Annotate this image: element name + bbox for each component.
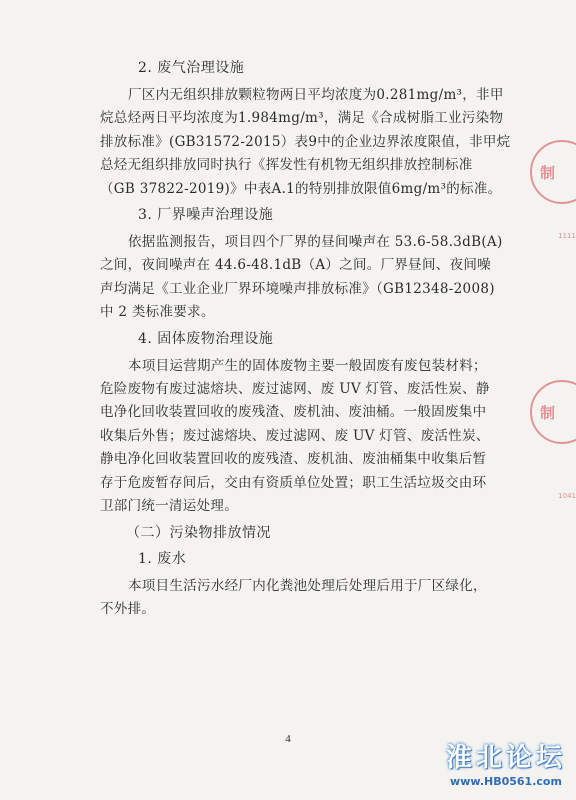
text-line: 依据监测报告，项目四个厂界的昼间噪声在 53.6-58.3dB(A) xyxy=(128,234,503,251)
watermark-url: www.HB0561.com xyxy=(450,775,562,788)
seal-text: 制 xyxy=(540,404,556,422)
section-heading-pollutant-discharge: （二）污染物排放情况 xyxy=(126,524,271,541)
text-line: 危险废物有废过滤熔块、废过滤网、废 UV 灯管、废活性炭、静 xyxy=(100,381,490,398)
text-line: 不外排。 xyxy=(100,600,156,617)
text-line: 排放标准》(GB31572-2015）表9中的企业边界浓度限值，非甲烷 xyxy=(100,133,511,150)
seal-mark: 1041 xyxy=(558,492,576,500)
seal-text: 制 xyxy=(540,164,556,182)
text-line: 收集后外售；废过滤熔块、废过滤网、废 UV 灯管、废活性炭、 xyxy=(100,427,490,444)
seal-mark: 1111 xyxy=(558,232,576,240)
text-line: 烷总烃两日平均浓度为1.984mg/m³，满足《合成树脂工业污染物 xyxy=(100,110,504,127)
section-heading-wastewater: 1. 废水 xyxy=(138,550,187,567)
section-heading-noise: 3. 厂界噪声治理设施 xyxy=(138,207,274,224)
forum-watermark xyxy=(442,742,570,794)
section-heading-exhaust-gas: 2. 废气治理设施 xyxy=(138,60,245,76)
paragraph-solid-waste xyxy=(100,355,540,519)
paragraph-noise xyxy=(100,231,540,325)
text-line: 存于危废暂存间后，交由有资质单位处置；职工生活垃圾交由环 xyxy=(100,474,487,491)
text-line: 本项目生活污水经厂内化粪池处理后处理后用于厂区绿化， xyxy=(128,577,487,594)
text-line: （GB 37822-2019)》中表A.1的特别排放限值6mg/m³的标准。 xyxy=(100,180,502,197)
document-body xyxy=(100,58,540,625)
paragraph-wastewater xyxy=(100,575,540,622)
text-line: 中 2 类标准要求。 xyxy=(100,304,215,321)
section-heading-solid-waste: 4. 固体废物治理设施 xyxy=(138,330,274,347)
text-line: 声均满足《工业企业厂界环境噪声排放标准》（GB12348-2008) xyxy=(100,280,495,297)
text-line: 厂区内无组织排放颗粒物两日平均浓度为0.281mg/m³，非甲 xyxy=(128,87,504,103)
text-line: 本项目运营期产生的固体废物主要一般固废有废包装材料； xyxy=(128,357,487,374)
text-line: 电净化回收装置回收的废残渣、废机油、废油桶。一般固废集中 xyxy=(100,404,487,421)
watermark-title: 淮北论坛 xyxy=(445,743,566,773)
page-number: 4 xyxy=(285,733,291,745)
text-line: 之间，夜间噪声在 44.6-48.1dB（A）之间。厂界昼间、夜间噪 xyxy=(100,257,491,274)
text-line: 静电净化回收装置回收的废残渣、废机油、废油桶集中收集后暂 xyxy=(100,451,487,468)
text-line: 卫部门统一清运处理。 xyxy=(100,498,238,515)
paragraph-exhaust-gas xyxy=(100,84,540,201)
text-line: 总烃无组织排放同时执行《挥发性有机物无组织排放控制标准 xyxy=(100,157,473,174)
